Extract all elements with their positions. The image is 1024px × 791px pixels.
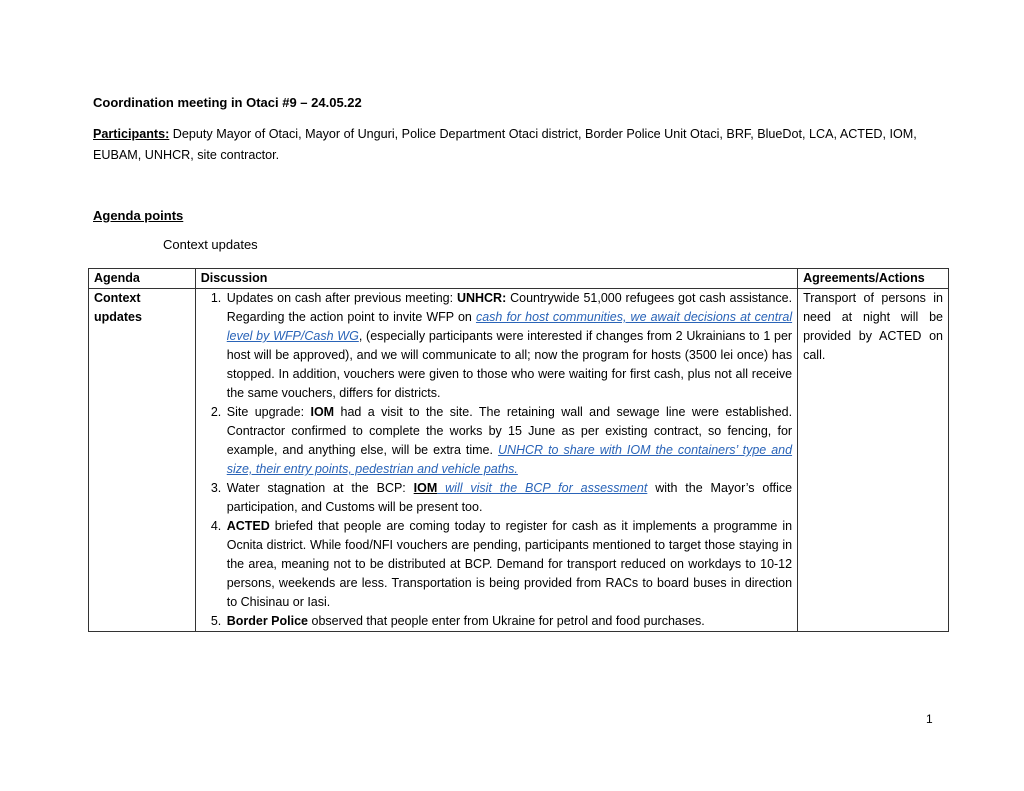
participants-paragraph (93, 124, 943, 166)
bcp-assessment-link[interactable]: will visit the BCP for assessment (437, 481, 648, 495)
agenda-cell: Context updates (89, 289, 196, 632)
header-actions: Agreements/Actions (798, 269, 949, 289)
unhcr-share-containers-link[interactable]: UNHCR to share with IOM the containers’ type and size, their entry points, pedestrian and vehicle paths. (226, 443, 793, 476)
header-discussion: Discussion (195, 269, 797, 289)
document-title: Coordination meeting in Otaci #9 – 24.05.22 (93, 95, 362, 110)
actions-cell: Transport of persons in need at night will be provided by ACTED on call. (798, 289, 949, 632)
discussion-list (201, 289, 792, 631)
participants-label: Participants: (93, 127, 170, 141)
header-agenda: Agenda (89, 269, 196, 289)
minutes-table (88, 268, 949, 632)
context-subheading: Context updates (163, 237, 258, 252)
discussion-cell (195, 289, 797, 632)
page-number: 1 (926, 712, 933, 726)
table-header-row (89, 269, 949, 289)
list-item: 2. Site upgrade: IOM had a visit to the site. The retaining wall and sewage line were established. Contractor confirmed to complete the works by 15 June as per existing contract, so fencing, for example, and anything else, will be extra time. UNHCR to share with IOM the containers’ type and size, their entry points, pedestrian and vehicle paths. (225, 403, 792, 479)
cash-host-communities-link[interactable]: cash for host communities, we await decisions at central level by WFP/Cash WG (226, 310, 793, 343)
list-item: 1. Updates on cash after previous meeting: UNHCR: Countrywide 51,000 refugees got cash assistance. Regarding the action point to invite WFP on cash for host communities, we await decisions at central level by WFP/Cash WG, (especially participants were interested if changes from 2 Ukrainians to 1 per host will be approved), and we will communicate to all; now the program for hosts (3500 lei once) has stopped. In addition, vouchers were given to those who were waiting for first cash, plus not all receive the same vouchers, differs for districts. (225, 289, 792, 403)
table-row (89, 289, 949, 632)
list-item: 3. Water stagnation at the BCP: IOM will visit the BCP for assessment with the Mayor’s office participation, and Customs will be present too. (225, 479, 792, 517)
participants-list: Deputy Mayor of Otaci, Mayor of Unguri, Police Department Otaci district, Border Police Unit Otaci, BRF, BlueDot, LCA, ACTED, IOM, EUBAM, UNHCR, site contractor. (93, 127, 917, 162)
agenda-heading: Agenda points (93, 208, 184, 223)
list-item: 4. ACTED briefed that people are coming today to register for cash as it implements a programme in Ocnita district. While food/NFI vouchers are pending, participants mentioned to target those staying in the area, meaning not to be distributed at BCP. Demand for transport reduced on workdays to 10-12 persons, weekends are less. Transportation is being provided from RACs to board buses in direction to Chisinau or Iasi. (225, 517, 792, 612)
list-item: 5. Border Police observed that people enter from Ukraine for petrol and food purchases. (225, 612, 792, 631)
